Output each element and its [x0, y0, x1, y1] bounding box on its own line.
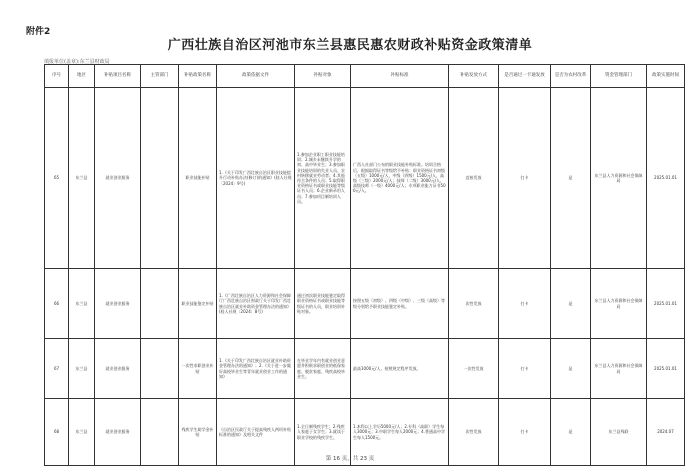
subsidy-policy-table [44, 64, 685, 466]
table-row [45, 269, 685, 339]
cell-reform: 是 [551, 88, 591, 269]
cell-reform: 是 [551, 399, 591, 466]
cell-region: 东兰县 [69, 399, 95, 466]
cell-target: 1.参加企业职工职业技能培训；2.城乡未继续升学的初、高中毕业生；3.参加职业技能培训的失业人员、农村转移就业劳动者；4.其他符合条件的人员；5.取得职业资格证书或职业技能等级证书人员；6.企业新录用人员；7.参加项目制培训人员。 [295, 88, 351, 269]
cell-method: 一次性发放 [449, 339, 499, 399]
header-time: 政策实施时间 [647, 65, 685, 88]
cell-card: 打卡 [499, 269, 551, 339]
cell-method: 直接发放 [449, 88, 499, 269]
cell-standard: 1.本科以上学历5000元/人；2.专科（高职）学生每人3000元；3.中职学生每人2000元；4.普通高中学生每人1500元。 [351, 399, 449, 466]
cell-no: 66 [45, 269, 69, 339]
attachment-label: 附件2 [26, 27, 51, 37]
cell-basis: 1.《关于印发广西壮族自治区职业技能提升行动补贴办法(修订)的通知》(桂人社规〔2024〕9号) [217, 88, 295, 269]
header-basis: 政策依据文件 [217, 65, 295, 88]
cell-time: 2025.01.01 [647, 269, 685, 339]
cell-region: 东兰县 [69, 269, 95, 339]
cell-dept [141, 269, 179, 339]
header-method: 补贴发放方式 [449, 65, 499, 88]
cell-project: 就业创业服务 [95, 399, 141, 466]
cell-standard: 按照五级（初级）、四级（中级）、三级（高级）等级分别给予职业技能鉴定补贴。 [351, 269, 449, 339]
cell-no: 67 [45, 339, 69, 399]
cell-policy: 职业技能补贴 [179, 88, 217, 269]
cell-target: 在毕业学年内有就业创业意愿并积极求职创业的低保家庭、脱贫家庭、残疾高校毕业生。 [295, 339, 351, 399]
cell-policy: 职业技能鉴定补贴 [179, 269, 217, 339]
cell-method: 次性发放 [449, 269, 499, 339]
cell-dept [141, 339, 179, 399]
cell-method: 次性发放 [449, 399, 499, 466]
cell-mgmt: 东兰县人力资源和社会保障局 [591, 339, 647, 399]
cell-policy: 残疾学生助学金补贴 [179, 399, 217, 466]
header-target: 补贴对象 [295, 65, 351, 88]
cell-basis: 1.《广西壮族自治区人力资源和社会保障厅广西壮族自治区财政厅关于印发广西壮族自治区就业补助资金管理办法的通知》(桂人社规〔2024〕8号) [217, 269, 295, 339]
cell-standard: 广西人社部门公布的职业技能补贴标准。培训合格后，根据取得证书等级给予补贴：职业资格证书初级（五级）1000元/人，中级（四级）1500元/人，高级（三级）2000元/人；技师（二级）3000元/人，高级技师（一级）4000元/人；专项职业能力证书500元/人。 [351, 88, 449, 269]
page-number: 第 16 页，共 23 页 [325, 456, 375, 462]
cell-target: 通过初次职业技能鉴定取得职业资格证书或职业技能等级证书的人员，职业培训补贴对象。 [295, 269, 351, 339]
cell-card: 打卡 [499, 339, 551, 399]
header-policy: 补贴政策名称 [179, 65, 217, 88]
cell-no: 65 [45, 88, 69, 269]
cell-dept [141, 88, 179, 269]
cell-project: 就业创业服务 [95, 339, 141, 399]
cell-time: 2025.01.01 [647, 88, 685, 269]
header-region: 地区 [69, 65, 95, 88]
table-row [45, 88, 685, 269]
cell-basis: 《自治区民政厅关于提高残疾人两项补贴标准的通知》及相关文件 [217, 399, 295, 466]
table-row [45, 339, 685, 399]
cell-card: 打卡 [499, 399, 551, 466]
header-dept: 主管部门 [141, 65, 179, 88]
header-no: 序号 [45, 65, 69, 88]
cell-project: 就业创业服务 [95, 269, 141, 339]
cell-reform: 是 [551, 269, 591, 339]
cell-region: 东兰县 [69, 339, 95, 399]
cell-time: 2025.01.01 [647, 339, 685, 399]
cell-card: 打卡 [499, 88, 551, 269]
header-reform: 是否为农村改革 [551, 65, 591, 88]
cell-project: 就业创业服务 [95, 88, 141, 269]
cell-time: 2024.07 [647, 399, 685, 466]
header-mgmt: 资金管理部门 [591, 65, 647, 88]
cell-standard: 最高1000元/人，按照规定程序发放。 [351, 339, 449, 399]
cell-reform: 是 [551, 339, 591, 399]
document-title: 广西壮族自治区河池市东兰县惠民惠农财政补贴资金政策清单 [167, 38, 533, 53]
cell-basis: 1.《关于印发广西壮族自治区就业补助资金管理办法的通知》；2.《关于进一步做好高校毕业生等青年就业创业工作的通知》 [217, 339, 295, 399]
cell-mgmt: 东兰县人力资源和社会保障局 [591, 269, 647, 339]
cell-target: 1.全日制残疾学生；2.残疾人家庭子女学生；3.就读于职业学校的残疾学生。 [295, 399, 351, 466]
cell-mgmt: 东兰县残联 [591, 399, 647, 466]
header-project: 补贴项目名称 [95, 65, 141, 88]
cell-region: 东兰县 [69, 88, 95, 269]
cell-mgmt: 东兰县人力资源和社会保障局 [591, 88, 647, 269]
cell-no: 68 [45, 399, 69, 466]
header-card: 是否通过一卡通发放 [499, 65, 551, 88]
cell-policy: 一次性求职创业补贴 [179, 339, 217, 399]
reporting-unit: 填报单位(盖章):东兰县财政局 [44, 59, 110, 65]
header-standard: 补贴标准 [351, 65, 449, 88]
table-header-row [45, 65, 685, 88]
